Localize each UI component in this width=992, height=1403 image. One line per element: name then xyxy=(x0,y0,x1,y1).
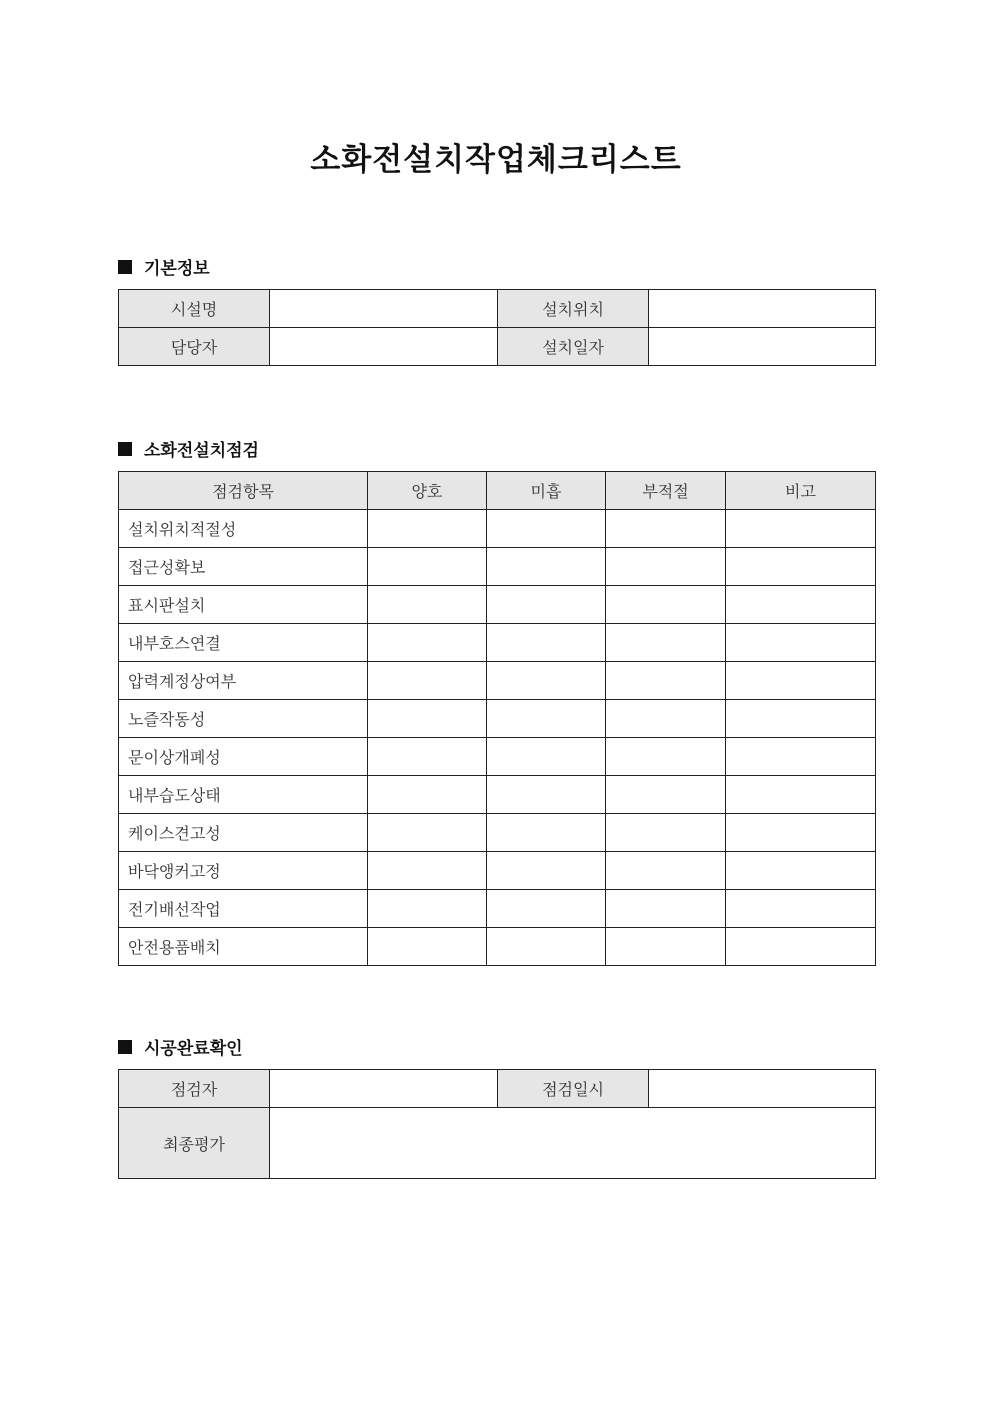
inspection-item-label: 압력계정상여부 xyxy=(119,662,368,700)
good-check-cell[interactable] xyxy=(368,624,487,662)
good-check-cell[interactable] xyxy=(368,548,487,586)
column-header-insufficient: 미흡 xyxy=(487,472,606,510)
inappropriate-check-cell[interactable] xyxy=(606,814,726,852)
inspection-item-label: 표시판설치 xyxy=(119,586,368,624)
table-header-row xyxy=(119,472,876,510)
inappropriate-check-cell[interactable] xyxy=(606,662,726,700)
inspection-item-label: 설치위치적절성 xyxy=(119,510,368,548)
inappropriate-check-cell[interactable] xyxy=(606,548,726,586)
table-row xyxy=(119,662,876,700)
good-check-cell[interactable] xyxy=(368,852,487,890)
good-check-cell[interactable] xyxy=(368,662,487,700)
insufficient-check-cell[interactable] xyxy=(487,814,606,852)
inspection-item-label: 전기배선작업 xyxy=(119,890,368,928)
remarks-cell[interactable] xyxy=(726,890,876,928)
inappropriate-check-cell[interactable] xyxy=(606,738,726,776)
remarks-cell[interactable] xyxy=(726,738,876,776)
inappropriate-check-cell[interactable] xyxy=(606,928,726,966)
facility-name-field[interactable] xyxy=(270,290,498,328)
remarks-cell[interactable] xyxy=(726,814,876,852)
remarks-cell[interactable] xyxy=(726,928,876,966)
inspection-item-label: 문이상개폐성 xyxy=(119,738,368,776)
table-row xyxy=(119,928,876,966)
table-row xyxy=(119,1070,876,1108)
final-evaluation-field[interactable] xyxy=(270,1108,876,1179)
section-heading-inspection xyxy=(118,436,259,461)
inspector-label: 점검자 xyxy=(119,1070,270,1108)
good-check-cell[interactable] xyxy=(368,814,487,852)
insufficient-check-cell[interactable] xyxy=(487,776,606,814)
inspection-item-label: 내부습도상태 xyxy=(119,776,368,814)
install-location-label: 설치위치 xyxy=(498,290,649,328)
good-check-cell[interactable] xyxy=(368,586,487,624)
good-check-cell[interactable] xyxy=(368,928,487,966)
inspection-item-label: 바닥앵커고정 xyxy=(119,852,368,890)
inspection-item-label: 내부호스연결 xyxy=(119,624,368,662)
column-header-item: 점검항목 xyxy=(119,472,368,510)
inappropriate-check-cell[interactable] xyxy=(606,776,726,814)
facility-name-label: 시설명 xyxy=(119,290,270,328)
table-row xyxy=(119,776,876,814)
remarks-cell[interactable] xyxy=(726,548,876,586)
section-heading-completion xyxy=(118,1034,243,1059)
table-row xyxy=(119,852,876,890)
table-row xyxy=(119,290,876,328)
square-bullet-icon xyxy=(118,260,132,274)
insufficient-check-cell[interactable] xyxy=(487,510,606,548)
good-check-cell[interactable] xyxy=(368,738,487,776)
insufficient-check-cell[interactable] xyxy=(487,700,606,738)
table-row xyxy=(119,1108,876,1179)
square-bullet-icon xyxy=(118,1040,132,1054)
column-header-good: 양호 xyxy=(368,472,487,510)
insufficient-check-cell[interactable] xyxy=(487,662,606,700)
table-row xyxy=(119,624,876,662)
inspection-datetime-label: 점검일시 xyxy=(498,1070,649,1108)
section-heading-label: 시공완료확인 xyxy=(144,1039,243,1059)
good-check-cell[interactable] xyxy=(368,700,487,738)
remarks-cell[interactable] xyxy=(726,662,876,700)
table-row xyxy=(119,890,876,928)
inappropriate-check-cell[interactable] xyxy=(606,700,726,738)
good-check-cell[interactable] xyxy=(368,776,487,814)
insufficient-check-cell[interactable] xyxy=(487,586,606,624)
inappropriate-check-cell[interactable] xyxy=(606,890,726,928)
manager-field[interactable] xyxy=(270,328,498,366)
final-evaluation-label: 최종평가 xyxy=(119,1108,270,1179)
table-row xyxy=(119,328,876,366)
insufficient-check-cell[interactable] xyxy=(487,928,606,966)
install-date-field[interactable] xyxy=(649,328,876,366)
inappropriate-check-cell[interactable] xyxy=(606,852,726,890)
remarks-cell[interactable] xyxy=(726,586,876,624)
inspection-table-body xyxy=(119,510,876,966)
inspection-item-label: 접근성확보 xyxy=(119,548,368,586)
table-row xyxy=(119,510,876,548)
inspection-item-label: 노즐작동성 xyxy=(119,700,368,738)
inappropriate-check-cell[interactable] xyxy=(606,510,726,548)
column-header-remarks: 비고 xyxy=(726,472,876,510)
table-row xyxy=(119,586,876,624)
inspection-item-label: 케이스견고성 xyxy=(119,814,368,852)
install-location-field[interactable] xyxy=(649,290,876,328)
good-check-cell[interactable] xyxy=(368,890,487,928)
table-row xyxy=(119,700,876,738)
inappropriate-check-cell[interactable] xyxy=(606,624,726,662)
insufficient-check-cell[interactable] xyxy=(487,738,606,776)
completion-table xyxy=(118,1069,876,1179)
column-header-inappropriate: 부적절 xyxy=(606,472,726,510)
section-heading-basic-info xyxy=(118,254,210,279)
inspection-item-label: 안전용품배치 xyxy=(119,928,368,966)
table-row xyxy=(119,548,876,586)
insufficient-check-cell[interactable] xyxy=(487,548,606,586)
remarks-cell[interactable] xyxy=(726,510,876,548)
remarks-cell[interactable] xyxy=(726,624,876,662)
table-row xyxy=(119,738,876,776)
remarks-cell[interactable] xyxy=(726,776,876,814)
inspector-field[interactable] xyxy=(270,1070,498,1108)
good-check-cell[interactable] xyxy=(368,510,487,548)
remarks-cell[interactable] xyxy=(726,852,876,890)
insufficient-check-cell[interactable] xyxy=(487,624,606,662)
insufficient-check-cell[interactable] xyxy=(487,890,606,928)
inspection-datetime-field[interactable] xyxy=(649,1070,876,1108)
square-bullet-icon xyxy=(118,442,132,456)
table-row xyxy=(119,814,876,852)
remarks-cell[interactable] xyxy=(726,700,876,738)
section-heading-label: 기본정보 xyxy=(144,259,210,279)
inspection-table xyxy=(118,471,876,966)
basic-info-table xyxy=(118,289,876,366)
manager-label: 담당자 xyxy=(119,328,270,366)
insufficient-check-cell[interactable] xyxy=(487,852,606,890)
inappropriate-check-cell[interactable] xyxy=(606,586,726,624)
document-title: 소화전설치작업체크리스트 xyxy=(310,142,682,178)
section-heading-label: 소화전설치점검 xyxy=(144,441,259,461)
install-date-label: 설치일자 xyxy=(498,328,649,366)
